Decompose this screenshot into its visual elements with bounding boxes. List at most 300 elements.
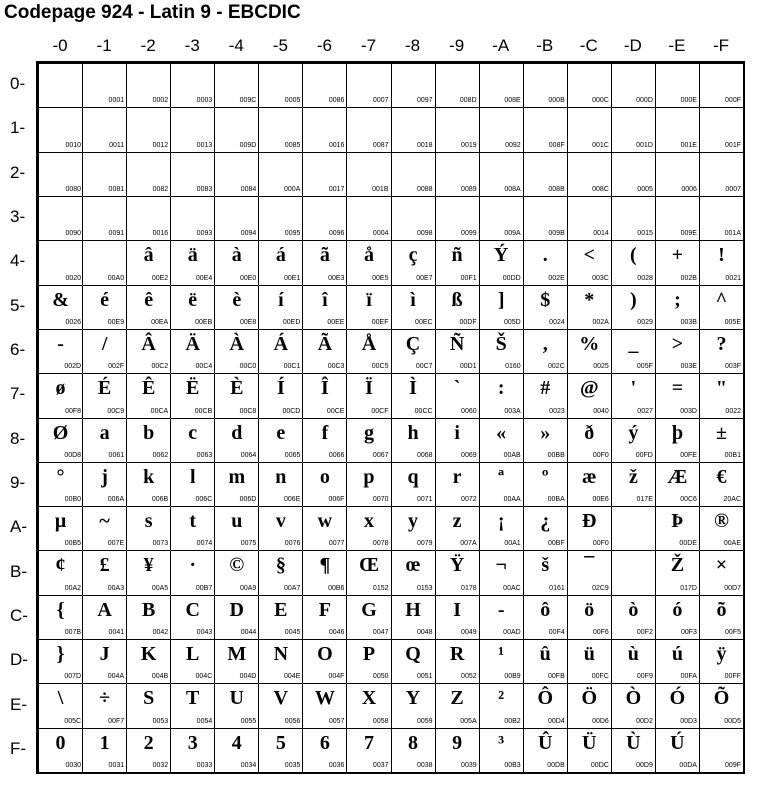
row-label: A- — [10, 517, 27, 537]
code-cell — [479, 595, 524, 640]
cell-glyph: P — [362, 643, 376, 666]
cell-unicode-code: 00CA — [150, 407, 169, 415]
code-cell — [391, 595, 436, 640]
cell-unicode-code: 00A0 — [107, 274, 125, 282]
cell-glyph: w — [317, 510, 333, 533]
code-cell — [38, 285, 83, 330]
code-cell — [391, 240, 436, 285]
cell-unicode-code: 00D8 — [64, 451, 82, 459]
code-cell — [699, 462, 744, 507]
code-cell — [479, 639, 524, 684]
code-cell — [699, 329, 744, 374]
cell-glyph: * — [584, 288, 595, 311]
cell-unicode-code: 0042 — [152, 629, 169, 637]
cell-unicode-code: 0087 — [372, 141, 389, 149]
cell-glyph: L — [186, 643, 200, 666]
cell-glyph: T — [186, 687, 200, 710]
cell-unicode-code: 00A1 — [504, 540, 521, 548]
cell-unicode-code: 0005 — [637, 185, 653, 193]
cell-glyph: n — [275, 465, 287, 488]
cell-glyph: < — [583, 244, 595, 267]
cell-unicode-code: 20AC — [723, 496, 741, 504]
code-cell — [38, 639, 83, 684]
column-label: -5 — [272, 36, 288, 55]
cell-unicode-code: 000D — [636, 97, 653, 105]
cell-unicode-code: 0043 — [196, 629, 213, 637]
cell-unicode-code: 00B5 — [64, 540, 82, 548]
cell-unicode-code: 0054 — [196, 717, 213, 725]
cell-glyph: õ — [716, 598, 727, 621]
code-cell — [126, 196, 171, 241]
cell-glyph: ã — [319, 244, 330, 267]
cell-glyph: + — [671, 244, 684, 267]
row-label: 1- — [10, 118, 26, 138]
cell-glyph: ¡ — [497, 510, 505, 533]
code-cell — [258, 285, 303, 330]
code-cell — [126, 639, 171, 684]
code-cell — [391, 329, 436, 374]
cell-glyph: Ò — [625, 687, 642, 710]
cell-unicode-code: 00E7 — [416, 274, 433, 282]
cell-glyph: ù — [627, 643, 639, 666]
cell-glyph: M — [227, 643, 247, 666]
code-cell — [258, 462, 303, 507]
cell-unicode-code: 00EE — [327, 318, 345, 326]
cell-unicode-code: 0039 — [461, 762, 477, 769]
cell-unicode-code: 003E — [680, 363, 697, 371]
cell-glyph: k — [143, 465, 155, 488]
cell-unicode-code: 008C — [592, 185, 609, 193]
code-cell — [38, 63, 83, 108]
cell-unicode-code: 0018 — [416, 141, 433, 149]
cell-unicode-code: 0003 — [196, 97, 213, 105]
code-cell — [435, 683, 480, 728]
code-cell — [391, 550, 436, 595]
code-cell — [126, 683, 171, 728]
code-cell — [699, 506, 744, 551]
cell-glyph: m — [228, 465, 246, 488]
cell-unicode-code: 007E — [107, 540, 125, 548]
cell-unicode-code: 00CB — [194, 407, 213, 415]
cell-unicode-code: 00D7 — [724, 584, 741, 592]
code-cell — [655, 373, 700, 418]
cell-glyph: O — [317, 643, 333, 666]
code-cell — [655, 285, 700, 330]
cell-unicode-code: 0078 — [372, 540, 389, 548]
code-cell — [479, 285, 524, 330]
code-cell — [435, 63, 480, 108]
cell-unicode-code: 007B — [64, 629, 82, 637]
cell-unicode-code: 00F9 — [636, 673, 653, 681]
code-cell — [435, 152, 480, 197]
cell-glyph: ž — [628, 465, 638, 488]
code-cell — [302, 418, 347, 463]
cell-glyph: v — [275, 510, 286, 533]
code-cell — [567, 63, 612, 108]
cell-unicode-code: 0038 — [416, 762, 433, 769]
code-cell — [346, 550, 391, 595]
cell-unicode-code: 0080 — [65, 185, 82, 193]
cell-unicode-code: 009C — [239, 97, 257, 105]
code-cell — [346, 107, 391, 152]
code-cell — [82, 506, 127, 551]
cell-glyph: Ï — [365, 377, 373, 400]
column-label: -8 — [404, 36, 421, 55]
cell-glyph: f — [321, 421, 329, 444]
row-label: 0- — [10, 74, 26, 94]
code-cell — [302, 152, 347, 197]
cell-unicode-code: 0161 — [549, 584, 565, 592]
cell-glyph: , — [542, 332, 548, 355]
code-cell — [391, 639, 436, 684]
cell-glyph: ` — [453, 377, 461, 400]
code-cell — [479, 373, 524, 418]
cell-unicode-code: 00AB — [503, 451, 521, 459]
code-cell — [302, 107, 347, 152]
cell-glyph: c — [188, 421, 198, 444]
code-cell — [38, 506, 83, 551]
code-cell — [170, 418, 215, 463]
cell-glyph: £ — [99, 554, 110, 577]
cell-unicode-code: 001C — [592, 141, 609, 149]
code-cell — [611, 329, 656, 374]
code-cell — [82, 418, 127, 463]
cell-unicode-code: 00F5 — [725, 629, 741, 637]
cell-unicode-code: 0077 — [328, 540, 345, 548]
cell-unicode-code: 00A2 — [64, 584, 82, 592]
cell-unicode-code: 0025 — [593, 363, 609, 371]
code-cell — [214, 196, 259, 241]
cell-unicode-code: 0090 — [65, 230, 82, 238]
cell-unicode-code: 00BA — [547, 496, 565, 504]
cell-glyph: " — [715, 377, 728, 400]
code-cell — [170, 196, 215, 241]
cell-unicode-code: 00E5 — [372, 274, 389, 282]
cell-unicode-code: 00DE — [679, 540, 697, 548]
cell-unicode-code: 00A9 — [239, 584, 257, 592]
cell-unicode-code: 0040 — [593, 407, 609, 415]
cell-unicode-code: 0041 — [108, 629, 125, 637]
cell-unicode-code: 00AC — [503, 584, 521, 592]
code-cell — [38, 107, 83, 152]
cell-glyph: Ô — [537, 687, 553, 710]
code-cell — [170, 462, 215, 507]
code-cell — [170, 506, 215, 551]
code-cell — [435, 418, 480, 463]
cell-unicode-code: 005C — [64, 717, 82, 725]
cell-unicode-code: 008D — [459, 97, 477, 105]
cell-unicode-code: 00E2 — [151, 274, 169, 282]
cell-unicode-code: 00C0 — [239, 363, 257, 371]
cell-glyph: Ã — [317, 332, 333, 355]
cell-unicode-code: 00F3 — [680, 629, 697, 637]
cell-unicode-code: 0006 — [681, 185, 697, 193]
cell-glyph: × — [715, 554, 728, 577]
cell-unicode-code: 009E — [680, 230, 697, 238]
cell-glyph: V — [273, 687, 289, 710]
code-cell — [435, 240, 480, 285]
cell-glyph: D — [229, 598, 244, 621]
code-cell — [126, 329, 171, 374]
cell-unicode-code: 002D — [64, 363, 82, 371]
cell-unicode-code: 00C5 — [371, 363, 389, 371]
row-label: 5- — [10, 295, 26, 315]
code-cell — [258, 107, 303, 152]
cell-glyph: ( — [630, 244, 637, 267]
cell-unicode-code: 00F0 — [592, 451, 609, 459]
cell-glyph: x — [363, 510, 374, 533]
code-cell — [523, 639, 568, 684]
cell-unicode-code: 0012 — [152, 141, 169, 149]
cell-glyph: / — [101, 332, 108, 355]
cell-unicode-code: 0010 — [65, 141, 82, 149]
cell-unicode-code: 00B2 — [504, 717, 521, 725]
code-cell — [126, 462, 171, 507]
code-cell — [126, 285, 171, 330]
cell-unicode-code: 003D — [680, 407, 697, 415]
cell-unicode-code: 0064 — [240, 451, 257, 459]
cell-unicode-code: 0068 — [416, 451, 433, 459]
code-cell — [258, 550, 303, 595]
cell-unicode-code: 0034 — [240, 762, 257, 769]
cell-unicode-code: 0081 — [108, 185, 125, 193]
cell-glyph: H — [405, 598, 421, 621]
cell-glyph: À — [229, 332, 244, 355]
cell-glyph: W — [314, 687, 335, 710]
code-cell — [38, 550, 83, 595]
cell-unicode-code: 0070 — [372, 496, 389, 504]
code-cell — [523, 728, 568, 773]
cell-glyph: 5 — [275, 731, 286, 754]
cell-unicode-code: 00E4 — [195, 274, 213, 282]
cell-glyph: 8 — [408, 731, 419, 754]
cell-unicode-code: 001D — [636, 141, 653, 149]
code-cell — [391, 63, 436, 108]
cell-unicode-code: 005D — [503, 318, 521, 326]
cell-glyph: Í — [276, 377, 285, 400]
code-cell — [214, 506, 259, 551]
cell-glyph: ) — [630, 288, 637, 311]
cell-unicode-code: 002B — [680, 274, 697, 282]
code-cell — [214, 373, 259, 418]
code-cell — [523, 63, 568, 108]
code-cell — [699, 196, 744, 241]
row-label: E- — [10, 694, 27, 714]
code-cell — [126, 63, 171, 108]
cell-glyph: & — [52, 288, 69, 311]
cell-glyph: X — [361, 687, 377, 710]
code-cell — [435, 506, 480, 551]
cell-glyph: š — [541, 554, 550, 577]
cell-glyph: Ž — [670, 554, 685, 577]
cell-glyph: à — [231, 244, 242, 267]
cell-glyph: S — [143, 687, 155, 710]
cell-glyph: Y — [405, 687, 421, 710]
cell-unicode-code: 0004 — [372, 230, 389, 238]
cell-unicode-code: 006C — [195, 496, 213, 504]
cell-unicode-code: 0055 — [240, 717, 257, 725]
cell-glyph: Î — [321, 377, 329, 400]
code-cell — [655, 418, 700, 463]
cell-unicode-code: 00EA — [151, 318, 169, 326]
row-label: C- — [10, 605, 28, 625]
code-cell — [523, 373, 568, 418]
code-cell — [38, 240, 83, 285]
cell-unicode-code: 0047 — [372, 629, 389, 637]
cell-glyph: Â — [141, 332, 156, 355]
cell-unicode-code: 00C8 — [239, 407, 257, 415]
row-label: 3- — [10, 207, 26, 227]
code-cell — [38, 196, 83, 241]
cell-glyph: ¥ — [143, 554, 154, 577]
cell-glyph: € — [716, 465, 727, 488]
cell-glyph: q — [407, 465, 419, 488]
cell-unicode-code: 00B6 — [328, 584, 345, 592]
cell-unicode-code: 000A — [284, 185, 301, 193]
code-cell — [82, 107, 127, 152]
code-cell — [611, 462, 656, 507]
cell-unicode-code: 004E — [284, 673, 301, 681]
cell-glyph: ý — [628, 421, 639, 444]
cell-unicode-code: 0069 — [461, 451, 477, 459]
cell-unicode-code: 0091 — [108, 230, 125, 238]
cell-unicode-code: 000E — [680, 97, 697, 105]
code-cell — [170, 683, 215, 728]
code-cell — [479, 63, 524, 108]
column-label: -D — [623, 36, 642, 55]
code-cell — [611, 373, 656, 418]
code-cell — [82, 152, 127, 197]
cell-glyph: « — [496, 421, 507, 444]
cell-glyph: Å — [361, 332, 377, 355]
cell-unicode-code: 0053 — [152, 717, 169, 725]
cell-unicode-code: 008E — [504, 97, 521, 105]
cell-unicode-code: 0060 — [461, 407, 477, 415]
cell-glyph: Á — [273, 332, 289, 355]
cell-unicode-code: 0029 — [637, 318, 653, 326]
cell-unicode-code: 004F — [328, 673, 345, 681]
code-cell — [523, 196, 568, 241]
code-cell — [214, 240, 259, 285]
cell-unicode-code: 0086 — [328, 97, 345, 105]
cell-unicode-code: 0073 — [152, 540, 169, 548]
column-label: -F — [712, 36, 729, 55]
code-cell — [611, 63, 656, 108]
cell-unicode-code: 0072 — [461, 496, 477, 504]
cell-unicode-code: 0048 — [416, 629, 433, 637]
cell-glyph: ë — [188, 288, 198, 311]
code-cell — [302, 728, 347, 773]
code-cell — [523, 506, 568, 551]
cell-unicode-code: 00FD — [635, 451, 653, 459]
cell-unicode-code: 001A — [724, 230, 741, 238]
cell-unicode-code: 00FF — [724, 673, 741, 681]
code-cell — [302, 196, 347, 241]
code-cell — [214, 728, 259, 773]
code-cell — [214, 683, 259, 728]
cell-glyph: _ — [628, 332, 639, 355]
cell-glyph: h — [407, 421, 419, 444]
cell-glyph: Ó — [669, 687, 686, 710]
code-cell — [523, 240, 568, 285]
cell-unicode-code: 0036 — [328, 762, 345, 769]
code-cell — [435, 550, 480, 595]
code-cell — [655, 683, 700, 728]
code-cell — [346, 285, 391, 330]
cell-unicode-code: 008B — [548, 185, 565, 193]
cell-unicode-code: 00B3 — [504, 762, 521, 769]
cell-glyph: ô — [540, 598, 551, 621]
cell-unicode-code: 00D4 — [548, 717, 565, 725]
code-cell — [567, 152, 612, 197]
code-cell — [82, 329, 127, 374]
cell-glyph: ª — [498, 465, 505, 488]
cell-unicode-code: 002E — [548, 274, 565, 282]
cell-glyph: y — [408, 510, 419, 533]
code-cell — [38, 418, 83, 463]
cell-glyph: ÿ — [716, 643, 727, 666]
cell-glyph: µ — [54, 510, 67, 533]
cell-unicode-code: 0178 — [461, 584, 477, 592]
code-cell — [258, 373, 303, 418]
cell-glyph: ó — [672, 598, 683, 621]
cell-unicode-code: 00EB — [195, 318, 213, 326]
cell-glyph: ^ — [715, 288, 728, 311]
cell-unicode-code: 003A — [504, 407, 521, 415]
cell-unicode-code: 00E8 — [239, 318, 257, 326]
cell-unicode-code: 0079 — [416, 540, 433, 548]
cell-unicode-code: 0017 — [328, 185, 345, 193]
cell-unicode-code: 00B7 — [195, 584, 213, 592]
cell-glyph: Ì — [409, 377, 417, 400]
code-cell — [611, 418, 656, 463]
cell-unicode-code: 0099 — [461, 230, 477, 238]
column-label: -6 — [316, 36, 332, 55]
cell-glyph: b — [143, 421, 155, 444]
cell-glyph: ò — [628, 598, 639, 621]
code-cell — [170, 285, 215, 330]
cell-unicode-code: 00EC — [415, 318, 433, 326]
code-cell — [479, 196, 524, 241]
cell-unicode-code: 0016 — [152, 230, 169, 238]
cell-glyph: û — [539, 643, 551, 666]
cell-unicode-code: 0056 — [284, 717, 301, 725]
cell-glyph: # — [540, 377, 551, 400]
code-cell — [38, 152, 83, 197]
code-cell — [567, 240, 612, 285]
cell-unicode-code: 0058 — [372, 717, 389, 725]
cell-glyph: Ç — [405, 332, 421, 355]
code-cell — [346, 728, 391, 773]
code-cell — [302, 683, 347, 728]
code-cell — [214, 285, 259, 330]
code-cell — [523, 550, 568, 595]
cell-glyph: K — [140, 643, 157, 666]
cell-glyph: ¹ — [498, 643, 505, 666]
cell-glyph: a — [99, 421, 110, 444]
cell-unicode-code: 00CC — [414, 407, 433, 415]
cell-unicode-code: 0092 — [505, 141, 521, 149]
cell-unicode-code: 0007 — [372, 97, 389, 105]
cell-glyph: î — [322, 288, 328, 311]
code-cell — [258, 63, 303, 108]
cell-glyph: 3 — [187, 731, 198, 754]
cell-glyph: s — [144, 510, 153, 533]
column-label: -3 — [184, 36, 200, 55]
column-label: -0 — [52, 36, 68, 55]
cell-glyph: ° — [56, 465, 65, 488]
code-cell — [699, 595, 744, 640]
